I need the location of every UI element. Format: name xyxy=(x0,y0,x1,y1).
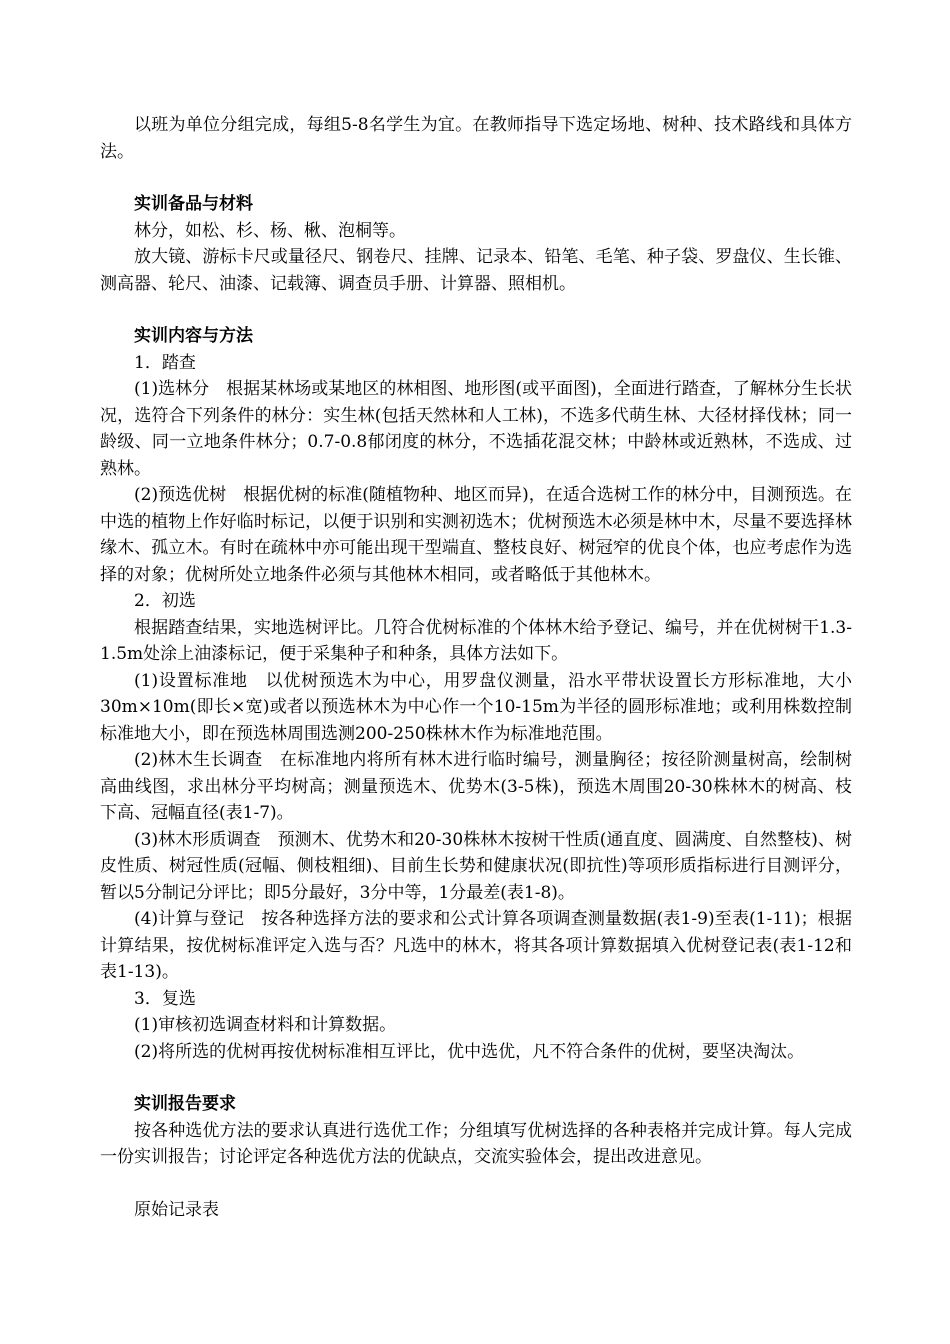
spacer xyxy=(100,165,852,191)
spacer xyxy=(100,1065,852,1091)
spacer xyxy=(100,297,852,323)
step2-title: 2．初选 xyxy=(134,591,196,611)
materials-heading: 实训备品与材料 xyxy=(134,194,253,214)
step1-title: 1．踏查 xyxy=(134,352,196,373)
report-heading: 实训报告要求 xyxy=(134,1094,236,1114)
spacer xyxy=(100,1171,852,1197)
report-paragraph: 按各种选优方法的要求认真进行选优工作；分组填写优树选择的各种表格并完成计算。每人完成一份实训报告；讨论评定各种选优方法的优缺点，交流实验体会，提出改进意见。 xyxy=(100,1120,852,1167)
materials-forest-paragraph: 林分，如松、杉、杨、楸、泡桐等。 xyxy=(134,220,406,241)
step1-paragraph-2: (2)预选优树 根据优树的标准(随植物种、地区而异)，在适合选树工作的林分中，目测预选。在中选的植物上作好临时标记，以便于识别和实测初选木；优树预选木必须是林中木，尽量不要选择林缘木、孤立木。有时在疏林中亦可能出现干型端直、整枝良好、树冠窄的优良个体，也应考虑作为选择的对象；优树所处立地条件必须与其他林木相同，或者略低于其他林木。 xyxy=(100,485,852,585)
record-table-label: 原始记录表 xyxy=(134,1199,219,1220)
step3-paragraph-1: (1)审核初选调查材料和计算数据。 xyxy=(134,1015,397,1035)
step2-paragraph-1: (1)设置标准地 以优树预选木为中心，用罗盘仪测量，沿水平带状设置长方形标准地，大小30m×10m(即长×宽)或者以预选林木为中心作一个10-15m为半径的圆形标准地；或利用株数控制标准地大小，即在预选林周围选测200-250株林木作为标准地范围。 xyxy=(100,670,852,744)
step3-paragraph-2: (2)将所选的优树再按优树标准相互评比，优中选优，凡不符合条件的优树，要坚决淘汰。 xyxy=(134,1041,805,1062)
content-heading: 实训内容与方法 xyxy=(134,326,253,346)
step2-intro-paragraph: 根据踏查结果，实地选树评比。几符合优树标准的个体林木给予登记、编号，并在优树树干1.3-1.5m处涂上油漆标记，便于采集种子和种条，具体方法如下。 xyxy=(100,617,852,664)
step2-paragraph-4: (4)计算与登记 按各种选择方法的要求和公式计算各项调查测量数据(表1-9)至表(1-11)；根据计算结果，按优树标准评定入选与否？凡选中的林木，将其各项计算数据填入优树登记表(表1-12和表1-13)。 xyxy=(100,909,852,982)
materials-tools-paragraph: 放大镜、游标卡尺或量径尺、钢卷尺、挂牌、记录本、铅笔、毛笔、种子袋、罗盘仪、生长锥、测高器、轮尺、油漆、记载簿、调查员手册、计算器、照相机。 xyxy=(100,247,852,294)
step2-paragraph-2: (2)林木生长调查 在标准地内将所有林木进行临时编号，测量胸径；按径阶测量树高，绘制树高曲线图，求出林分平均树高；测量预选木、优势木(3-5株)，预选木周围20-30株林木的树高、枝下高、冠幅直径(表1-7)。 xyxy=(100,750,852,823)
step2-paragraph-3: (3)林木形质调查 预测木、优势木和20-30株林木按树干性质(通直度、圆满度、自然整枝)、树皮性质、树冠性质(冠幅、侧枝粗细)、目前生长势和健康状况(即抗性)等项形质指标进行目测评分，暂以5分制记分评比；即5分最好，3分中等，1分最差(表1-8)。 xyxy=(100,829,852,903)
document-page xyxy=(100,112,852,1223)
intro-paragraph: 以班为单位分组完成，每组5-8名学生为宜。在教师指导下选定场地、树种、技术路线和具体方法。 xyxy=(100,115,852,162)
step3-title: 3．复选 xyxy=(134,988,196,1009)
step1-paragraph-1: (1)选林分 根据某林场或某地区的林相图、地形图(或平面图)，全面进行踏查，了解林分生长状况，选符合下列条件的林分：实生林(包括天然林和人工林)，不选多代萌生林、大径材择伐林；同一龄级、同一立地条件林分；0.7-0.8郁闭度的林分，不选插花混交林；中龄林或近熟林，不选成、过熟林。 xyxy=(100,379,852,479)
